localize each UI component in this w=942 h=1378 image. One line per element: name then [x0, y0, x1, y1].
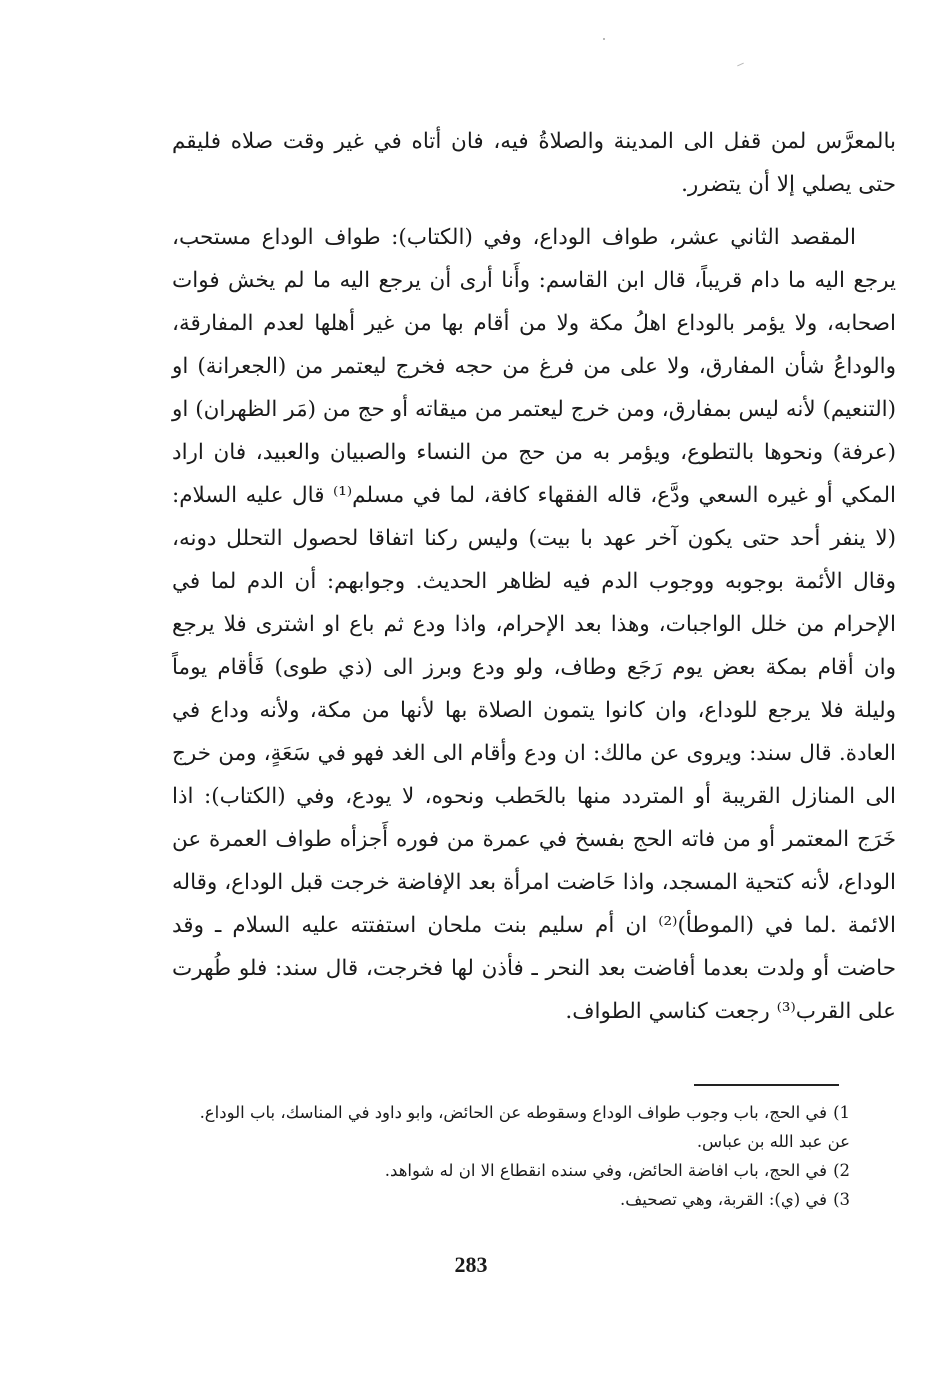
footnote-divider — [694, 1084, 839, 1086]
footnote-1 — [180, 1098, 850, 1156]
paragraph-1: بالمعرَّس لمن قفل الى المدينة والصلاةُ فيه، فان أتاه في غير وقت صلاه فليقم حتى يصلي إلا أن يتضرر. — [172, 129, 896, 197]
footnote-2 — [180, 1156, 850, 1185]
footnote-number: 2) — [833, 1161, 850, 1180]
footnote-text: في (ي): القربة، وهي تصحيف. — [619, 1190, 828, 1209]
paragraph-2: المقصد الثاني عشر، طواف الوداع، وفي (الكتاب): طواف الوداع مستحب، يرجع اليه ما دام قريباً، قال ابن القاسم: وأَنا أرى أن يرجع اليه ما لم يخش فوات اصحابه، ولا يؤمر بالوداع اهلُ مكة ولا من أقام بها من غير أهلها لعدم المفارقة، والوداعُ شأن المفارق، ولا على من فرغ من حجه فخرج ليعتمر من (الجعرانة) او (التنعيم) لأنه ليس بمفارق، ومن خرج ليعتمر من ميقاته أو حج من (مَر الظهران) او (عرفة) ونحوها بالتطوع، ويؤمر به من حج من النساء والصبيان والعبيد، فان اراد المكي أو غيره السعي ودَّع، قاله الفقهاء كافة، لما في مسلم⁽¹⁾ قال عليه السلام: (لا ينفر أحد حتى يكون آخر عهد با بيت) وليس ركنا اتفاقا لحصول التحلل دونه، وقال الأئمة بوجوبه ووجوب الدم فيه لظاهر الحديث. وجوابهم: أن الدم لما في الإحرام من خلل الواجبات، وهذا بعد الإحرام، واذا ودع ثم باع او اشترى فلا يرجع وان أقام بمكة بعض يوم رَجَع وطاف، ولو ودع وبرز الى (ذي طوى) فَأقام يوماً وليلة فلا يرجع للوداع، وان كانوا يتمون الصلاة بها لأنها من مكة، ولأنه وداع في العادة. قال سند: ويروى عن مالك: ان ودع وأقام الى الغد فهو في سَعَةٍ، ومن خرج الى المنازل القريبة أو المتردد منها بالحَطب ونحوه، لا يودع، وفي (الكتاب): اذا خَرَج المعتمر أو من فاته الحج بفسخ في عمرة من فوره أَجزأه طواف العمرة عن الوداع، لأنه كتحية المسجد، واذا حَاضت امرأة بعد الإفاضة خرجت قبل الوداع، وقاله الائمة .لما في (الموطأ)⁽²⁾ ان أم سليم بنت ملحان استفتته عليه السلام ـ وقد حاضت أو ولدت بعدما أفاضت بعد النحر ـ فأذن لها فخرجت، قال سند: فلو طُهرت على القرب⁽³⁾ رجعت كناسي الطواف. — [172, 225, 896, 1024]
page-number: 283 — [454, 1252, 488, 1277]
footnote-3 — [180, 1185, 850, 1214]
footnotes — [180, 1098, 850, 1214]
scan-speck — [603, 38, 605, 40]
footnote-text: في الحج، باب وجوب طواف الوداع وسقوطه عن الحائض، وابو داود في المناسك، باب الوداع. عن عبد الله بن عباس. — [199, 1103, 850, 1151]
footnote-number: 1) — [833, 1103, 850, 1122]
footnote-text: في الحج، باب افاضة الحائض، وفي سنده انقطاع الا ان له شواهد. — [384, 1161, 828, 1180]
footnote-number: 3) — [833, 1190, 850, 1209]
main-text — [172, 120, 896, 1033]
scan-speck — [737, 63, 744, 67]
